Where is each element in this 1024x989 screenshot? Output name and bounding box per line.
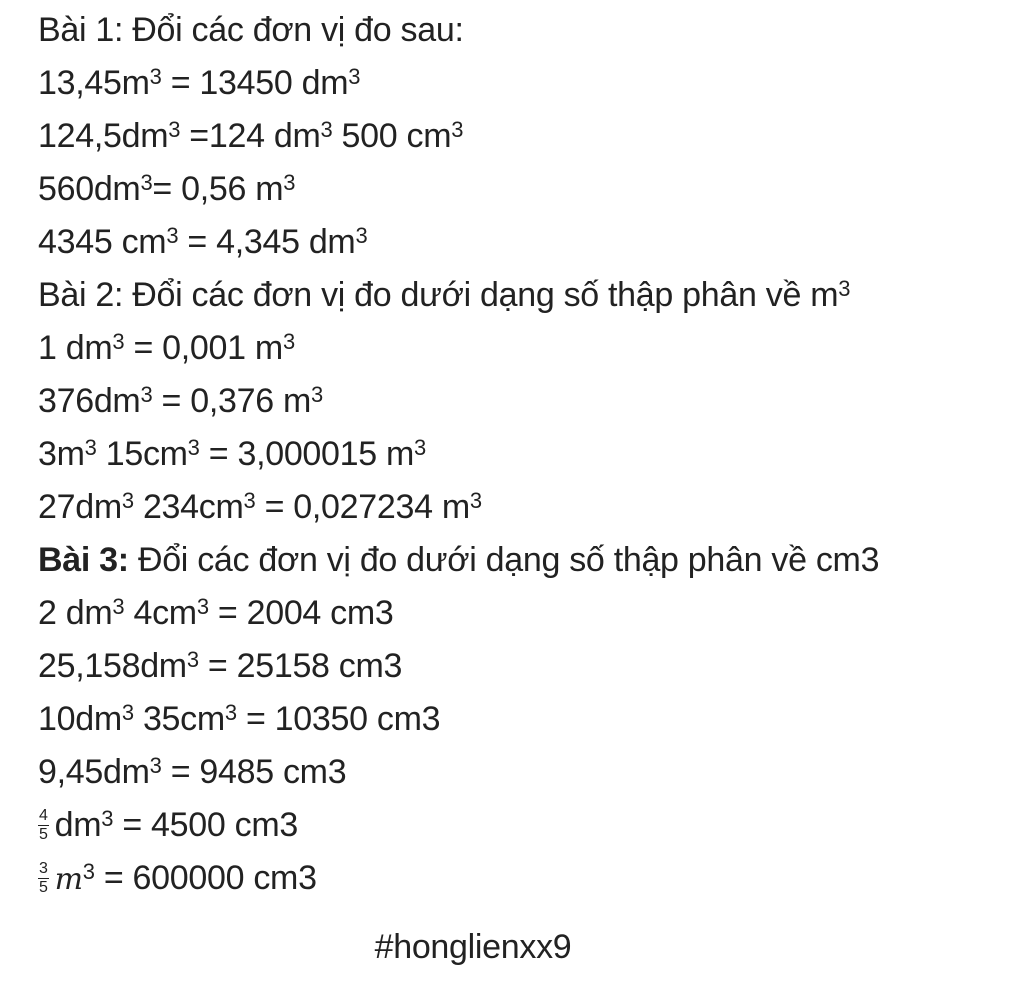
superscript: 3 [838,276,851,301]
exercise-document [38,8,1008,909]
line-text: = 0,027234 m [255,488,470,526]
superscript: 3 [112,594,125,619]
superscript: 3 [149,753,162,778]
superscript: 3 [283,170,296,195]
line-text: Bài 1: Đổi các đơn vị đo sau: [38,11,464,49]
line-text: = 0,376 m [152,382,312,420]
line-text: = 2004 cm3 [208,594,394,632]
superscript: 3 [414,435,426,460]
superscript: 3 [112,329,125,354]
line-text: = 600000 cm3 [94,859,317,897]
exercise-2-item-3 [38,432,1008,485]
superscript: 3 [121,488,134,513]
author-signature: #honglienxx9 [374,928,572,966]
exercise-2-item-2 [38,379,1008,432]
line-text: 15cm [96,435,188,473]
superscript: 3 [348,64,361,89]
line-text: 25,158dm [38,647,187,685]
line-text: 1 dm [38,329,113,367]
fraction-numerator: 3 [39,859,48,877]
superscript: 3 [140,170,153,195]
superscript: 3 [451,117,464,142]
line-text: 3m [38,435,85,473]
superscript: 3 [121,700,134,725]
line-text: = 4,345 dm [178,223,356,261]
line-text: Bài 2: Đổi các đơn vị đo dưới dạng số thập phân về m [38,276,839,314]
superscript: 3 [168,117,181,142]
exercise-1-item-1 [38,61,1008,114]
line-text: 35cm [133,700,225,738]
fraction-denominator: 5 [39,825,48,843]
superscript: 3 [311,382,323,407]
exercise-1-heading [38,8,1008,61]
line-text: Đổi các đơn vị đo dưới dạng số thập phân về cm3 [128,541,880,579]
line-text: = 0,001 m [124,329,283,367]
line-text: = 10350 cm3 [236,700,441,738]
line-text: 4345 cm [38,223,167,261]
exercise-2-item-4 [38,485,1008,538]
line-text: dm [54,806,102,844]
line-text: 13,45m [38,64,150,102]
line-text: 234cm [133,488,244,526]
superscript: 3 [166,223,179,248]
fraction-numerator: 4 [39,806,48,824]
exercise-3-item-2 [38,644,1008,697]
line-text: 124,5dm [38,117,169,155]
line-text: 9,45dm [38,753,150,791]
line-text: = 0,56 m [152,170,284,208]
fraction-denominator: 5 [39,878,48,896]
math-variable: m [54,862,83,897]
line-text: =124 dm [180,117,321,155]
superscript: 3 [149,64,162,89]
fraction [38,860,49,897]
superscript: 3 [469,488,482,513]
exercise-1-item-2 [38,114,1008,167]
line-text: 4cm [124,594,197,632]
superscript: 3 [196,594,209,619]
superscript: 3 [282,329,295,354]
exercise-1-item-3 [38,167,1008,220]
exercise-3-item-5 [38,803,1008,856]
superscript: 3 [355,223,368,248]
line-text: = 13450 dm [161,64,349,102]
line-text: = 4500 cm3 [113,806,298,844]
exercise-3-item-4 [38,750,1008,803]
line-text: 10dm [38,700,122,738]
line-text: 27dm [38,488,122,526]
line-text: 376dm [38,382,141,420]
exercise-3-item-6 [38,856,1008,909]
line-text: 2 dm [38,594,113,632]
superscript: 3 [224,700,237,725]
superscript: 3 [187,435,200,460]
exercise-2-item-1 [38,326,1008,379]
superscript: 3 [140,382,153,407]
exercise-3-label: Bài 3: [38,541,129,579]
fraction [38,807,49,844]
line-text: = 9485 cm3 [161,753,347,791]
superscript: 3 [84,435,97,460]
superscript: 3 [320,117,333,142]
exercise-2-heading [38,273,1008,326]
superscript: 3 [243,488,256,513]
exercise-3-heading [38,538,1008,591]
exercise-1-item-4 [38,220,1008,273]
exercise-3-item-3 [38,697,1008,750]
line-text: = 25158 cm3 [198,647,403,685]
exercise-3-item-1 [38,591,1008,644]
line-text: 500 cm [332,117,452,155]
line-text: 560dm [38,170,141,208]
superscript: 3 [82,859,95,884]
superscript: 3 [101,806,114,831]
superscript: 3 [186,647,199,672]
line-text: = 3,000015 m [199,435,415,473]
